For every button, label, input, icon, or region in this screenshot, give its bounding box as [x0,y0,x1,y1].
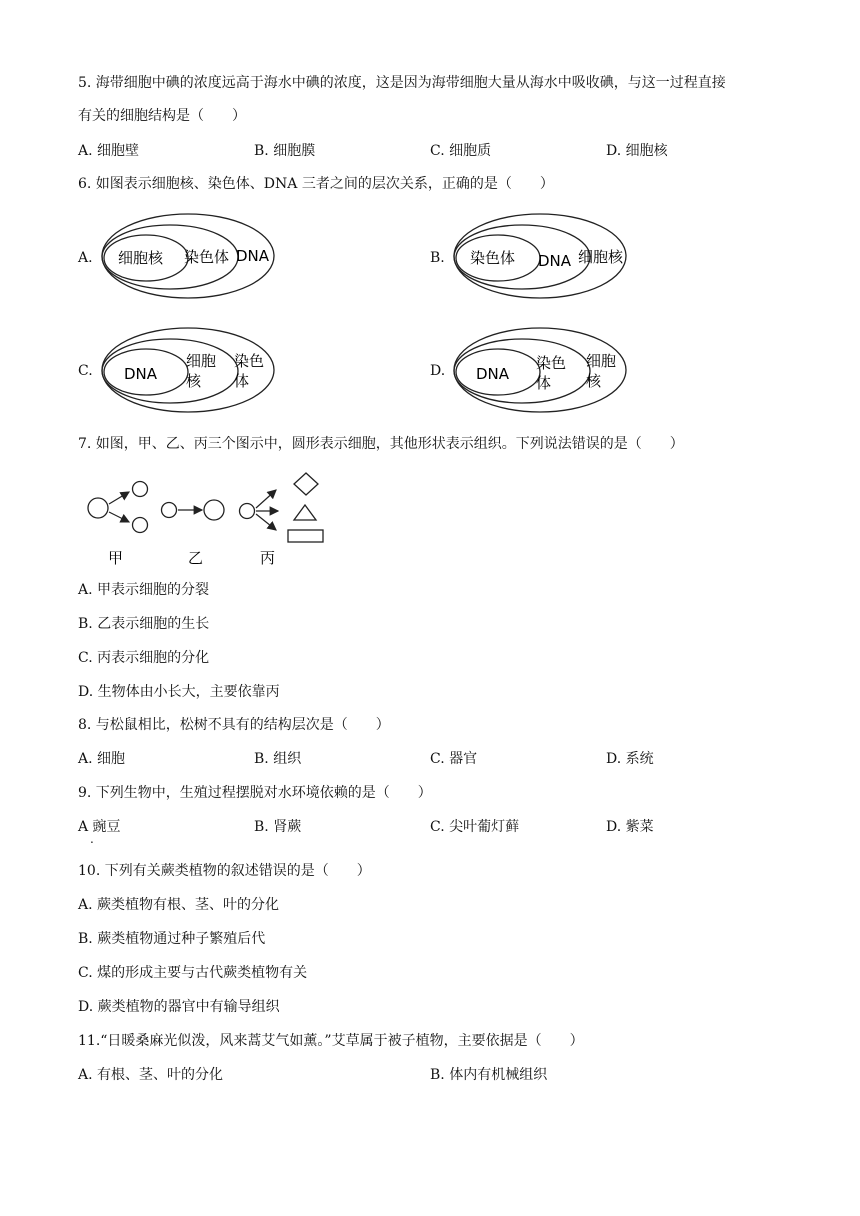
q6c-label-nucleus-1: 细胞 [186,352,217,370]
q9-option-c: C. 尖叶葡灯藓 [430,819,520,835]
q6d-label-chromosome-1: 染色 [536,354,567,372]
q7-option-b: B. 乙表示细胞的生长 [78,616,210,632]
q6d-label-nucleus-2: 核 [586,372,602,390]
q5-option-a: A. 细胞壁 [78,143,140,159]
q8-option-c: C. 器官 [430,751,478,767]
q6d-label-chromosome-2: 体 [536,374,552,392]
q7-stem: 7. 如图，甲、乙、丙三个图示中，圆形表示细胞，其他形状表示组织。下列说法错误的是（ ） [78,436,684,452]
q10-option-b: B. 蕨类植物通过种子繁殖后代 [78,931,266,947]
q5-option-c: C. 细胞质 [430,143,492,159]
q6-option-b-letter: B. [430,250,445,266]
figure-jia [88,482,148,533]
q8-option-b: B. 组织 [254,751,302,767]
q11-option-a: A. 有根、茎、叶的分化 [78,1067,224,1083]
q10-option-c: C. 煤的形成主要与古代蕨类植物有关 [78,965,308,981]
q9-option-d: D. 紫菜 [606,819,654,835]
q7-option-d: D. 生物体由小长大，主要依靠丙 [78,684,280,700]
q6c-label-nucleus-2: 核 [186,372,202,390]
q11-option-b: B. 体内有机械组织 [430,1067,548,1083]
q6a-label-dna: DNA [236,247,270,265]
q5-option-d: D. 细胞核 [606,143,668,159]
q6d-label-nucleus-1: 细胞 [586,352,617,370]
q6c-label-chromosome-1: 染色 [234,352,265,370]
q8-option-d: D. 系统 [606,751,654,767]
q8-stem: 8. 与松鼠相比，松树不具有的结构层次是（ ） [78,717,390,733]
label-jia: 甲 [108,549,124,567]
q9-option-b: B. 肾蕨 [254,819,302,835]
q6c-label-chromosome-2: 体 [234,372,250,390]
figure-yi [162,500,225,520]
q9-option-a: A 豌豆 [78,819,121,835]
q7-option-a: A. 甲表示细胞的分裂 [78,582,210,598]
q6-stem: 6. 如图表示细胞核、染色体、DNA 三者之间的层次关系，正确的是（ ） [78,176,554,192]
q8-option-a: A. 细胞 [78,751,126,767]
q6-diagram-b [452,210,632,302]
q10-option-d: D. 蕨类植物的器官中有输导组织 [78,999,280,1015]
q6-option-c-letter: C. [78,363,93,379]
q11-stem: 11.“日暖桑麻光似泼，风来蒿艾气如薰。”艾草属于被子植物，主要依据是（ ） [78,1033,584,1049]
q7-option-c: C. 丙表示细胞的分化 [78,650,210,666]
q6d-label-dna: DNA [476,365,510,383]
q6b-label-chromosome: 染色体 [470,249,516,267]
q6b-label-dna: DNA [538,252,572,270]
q6-diagram-d [452,324,632,416]
label-bing: 丙 [260,549,276,567]
q5-option-b: B. 细胞膜 [254,143,316,159]
label-yi: 乙 [188,549,204,567]
q6-diagram-c [100,324,280,416]
q6a-label-chromosome: 染色体 [184,248,230,266]
q7-figure [80,468,340,572]
q6-option-d-letter: D. [430,363,446,379]
q6b-label-nucleus: 细胞核 [578,248,624,266]
q9-stray-dot: . [90,832,94,846]
q5-stem-line2: 有关的细胞结构是（ ） [78,108,246,124]
figure-bing [240,473,324,542]
q9-stem: 9. 下列生物中，生殖过程摆脱对水环境依赖的是（ ） [78,785,432,801]
q10-stem: 10. 下列有关蕨类植物的叙述错误的是（ ） [78,863,371,879]
q10-option-a: A. 蕨类植物有根、茎、叶的分化 [78,897,280,913]
q6c-label-dna: DNA [124,365,158,383]
q6-diagram-a [100,210,280,302]
q5-stem-line1: 5. 海带细胞中碘的浓度远高于海水中碘的浓度，这是因为海带细胞大量从海水中吸收碘，与这一过程直接 [78,75,726,91]
q6a-label-nucleus: 细胞核 [118,249,164,267]
q6-option-a-letter: A. [78,250,93,266]
